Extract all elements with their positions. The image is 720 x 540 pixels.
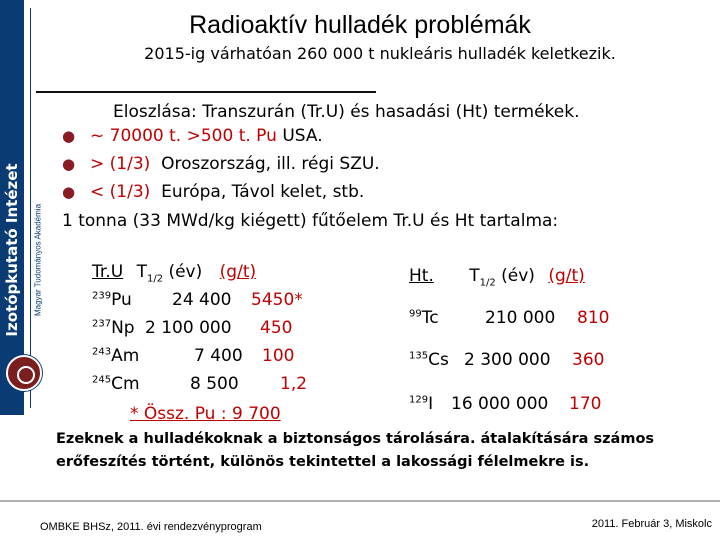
tru-header-halflife: $T_{1/2}$ (év) xyxy=(136,262,203,285)
ht-table-header xyxy=(409,266,585,288)
table-row: $^{245}$Cm 8 500 1,2 xyxy=(92,374,308,394)
footer-event: OMBKE BHSz, 2011. évi rendezvényprogram xyxy=(40,521,262,533)
table-row: $^{135}$Cs 2 300 000 360 xyxy=(409,350,605,370)
bullet-icon: ● xyxy=(62,127,76,145)
table-row: $^{237}$Np 2 100 000 450 xyxy=(92,318,293,338)
bullet-region: Oroszország, ill. régi SZU. xyxy=(161,154,380,174)
ht-header-mass: (g/t) xyxy=(548,266,585,286)
ht-header-halflife: $T_{1/2}$ (év) xyxy=(469,266,535,289)
academy-name: Magyar Tudományos Akadémia xyxy=(33,203,43,317)
table-row: $^{129}$I 16 000 000 170 xyxy=(409,394,602,414)
header-divider xyxy=(36,91,376,93)
bullet-item xyxy=(62,154,380,174)
table-row: $^{99}$Tc 210 000 810 xyxy=(409,308,610,328)
page-subtitle: 2015-ig várhatóan 260 000 t nukleáris hulladék keletkezik. xyxy=(144,44,616,63)
footer-date: 2011. Február 3, Miskolc xyxy=(591,518,712,530)
bullet-icon: ● xyxy=(62,155,76,173)
bullet-item xyxy=(62,182,364,202)
bullet-region: Európa, Távol kelet, stb. xyxy=(161,182,365,202)
distribution-intro: Eloszlása: Transzurán (Tr.U) és hasadási (Ht) termékek. xyxy=(113,102,580,122)
bullet-icon: ● xyxy=(62,183,76,201)
page-title: Radioaktív hulladék problémák xyxy=(189,11,531,39)
ht-header-name: Ht. xyxy=(409,266,434,286)
bullet-amount: ~ 70000 t. >500 t. Pu xyxy=(90,126,277,146)
bullet-item xyxy=(62,126,323,146)
bullet-amount: > (1/3) xyxy=(90,154,151,174)
tru-table-header xyxy=(92,262,256,284)
closing-note: Ezeknek a hulladékoknak a biztonságos tárolására. átalakítására számos erőfeszítés történt, különös tekintettel a lakossági félelmekre is. xyxy=(56,431,655,470)
institute-logo-icon xyxy=(6,355,42,391)
footer-divider xyxy=(0,500,720,502)
table-row: $^{239}$Pu 24 400 5450* xyxy=(92,290,303,310)
fuel-content-line: 1 tonna (33 MWd/kg kiégett) fűtőelem Tr.U és Ht tartalma: xyxy=(62,211,559,231)
tru-header-mass: (g/t) xyxy=(219,262,257,282)
institute-name: Izotópkutató Intézet xyxy=(3,163,21,337)
table-row: $^{243}$Am 7 400 100 xyxy=(92,346,295,366)
tru-header-name: Tr.U xyxy=(92,262,124,282)
bullet-region: USA. xyxy=(282,126,323,146)
tru-total: * Össz. Pu : 9 700 xyxy=(130,404,281,424)
sidebar-divider xyxy=(30,8,31,408)
bullet-amount: < (1/3) xyxy=(90,182,151,202)
